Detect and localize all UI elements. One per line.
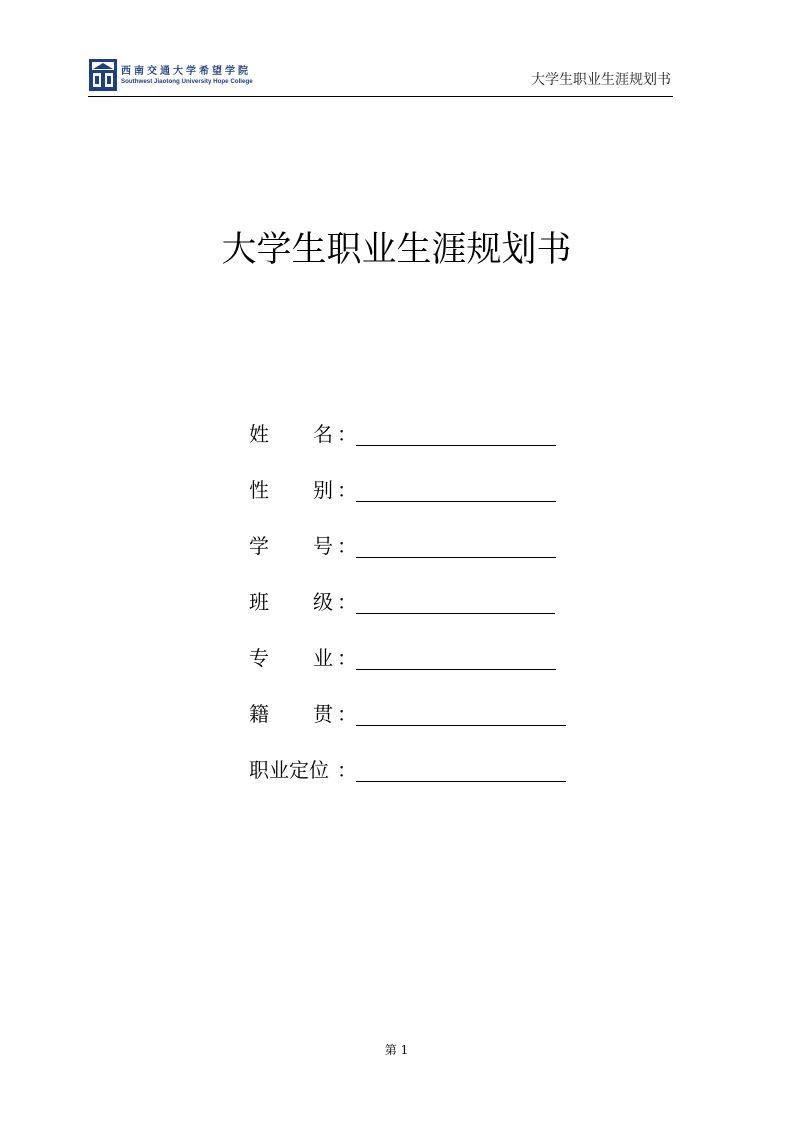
field-label: 职业定位 xyxy=(249,758,329,782)
field-label xyxy=(249,588,333,616)
field-label xyxy=(249,476,333,504)
field-label-char: 学 xyxy=(249,534,269,558)
field-label xyxy=(249,644,333,672)
field-colon: ： xyxy=(337,422,357,446)
college-logo xyxy=(88,58,288,92)
logo-chinese-name: 西南交通大学希望学院 xyxy=(121,66,251,77)
field-label-char: 班 xyxy=(249,590,269,614)
page-header xyxy=(88,52,673,97)
name-input-line[interactable] xyxy=(356,445,556,446)
college-emblem-icon xyxy=(88,58,118,92)
field-label-char: 籍 xyxy=(249,702,269,726)
field-label-char: 性 xyxy=(249,478,269,502)
field-label-char: 级 xyxy=(313,590,333,614)
career-position-input-line[interactable] xyxy=(356,781,566,782)
field-label-char: 名 xyxy=(313,422,333,446)
field-label-char: 业 xyxy=(313,646,333,670)
field-colon: ： xyxy=(337,478,357,502)
student-id-input-line[interactable] xyxy=(356,557,556,558)
header-title: 大学生职业生涯规划书 xyxy=(531,72,671,88)
class-input-line[interactable] xyxy=(356,613,555,614)
field-colon: ： xyxy=(337,534,357,558)
field-label-char: 号 xyxy=(313,534,333,558)
field-colon: ： xyxy=(337,702,357,726)
field-label xyxy=(249,532,333,560)
document-title: 大学生职业生涯规划书 xyxy=(221,230,572,270)
page-number: 第 1 xyxy=(384,1043,409,1057)
field-label-char: 专 xyxy=(249,646,269,670)
field-colon: ： xyxy=(337,758,357,782)
field-colon: ： xyxy=(337,590,357,614)
logo-english-name: Southwest Jiaotong University Hope College xyxy=(121,78,253,85)
hometown-input-line[interactable] xyxy=(356,725,566,726)
major-input-line[interactable] xyxy=(356,669,556,670)
field-label-char: 贯 xyxy=(313,702,333,726)
field-label-char: 姓 xyxy=(249,422,269,446)
field-colon: ： xyxy=(337,646,357,670)
field-label-char: 别 xyxy=(313,478,333,502)
field-label xyxy=(249,700,333,728)
gender-input-line[interactable] xyxy=(356,501,556,502)
field-label xyxy=(249,420,333,448)
